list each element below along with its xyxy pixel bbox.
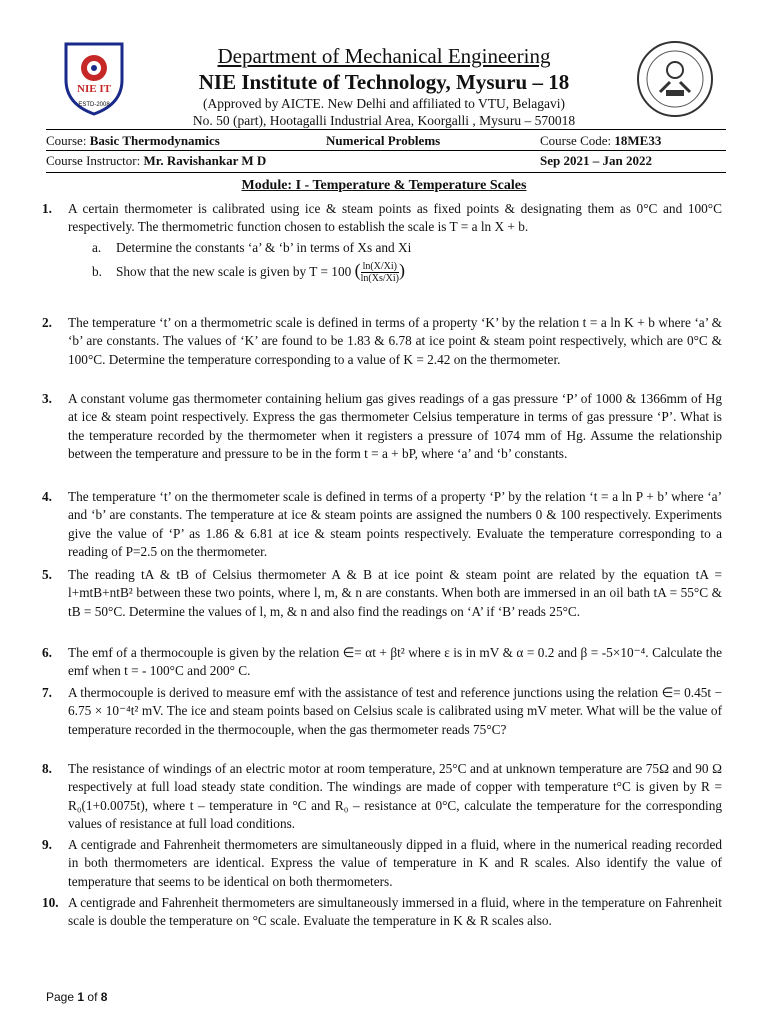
question-5: 5. The reading tA & tB of Celsius thermometer A & B at ice point & steam point are related by the equation tA = l+mtB+ntB² between these two points, where l, m, & n are constants. When both are immersed in an oil bath tA = 55°C & tB = 50°C. Determine the values of l, m, & n and also find the readings on ‘A’ if ‘B’ reads 25°C. — [68, 566, 722, 621]
question-3: 3. A constant volume gas thermometer containing helium gas gives readings of a gas pressure ‘P’ of 1000 & 1366mm of Hg at ice & steam point respectively. Express the gas thermometer Celsius temperature in terms of gas pressure ‘P’. What is the temperature recorded by the thermometer when it registers a pressure of 1074 mm of Hg. Assume the relationship between the temperature and pressure to be in the form t = a + bP, where ‘a’ and ‘b’ constants. — [68, 390, 722, 464]
worksheet-type: Numerical Problems — [326, 133, 441, 148]
institute-name: NIE Institute of Technology, Mysuru – 18 — [198, 70, 570, 94]
page-footer: Page 1 of 8 — [46, 990, 108, 1004]
question-8: 8. The resistance of windings of an electric motor at room temperature, 25°C and at unknown temperature are 75Ω and 90 Ω respectively at full load steady state condition. The windings are made of copper with temperature t°C is given by R = R₀(1+0.0075t), where t – temperature in °C and R₀ – resistance at 0°C, calculate the temperature for the corresponding values of resistance at full load conditions. — [68, 760, 722, 834]
subquestion-b: b. Show that the new scale is given by T = 100 ( $\frac{\ln(X/Xi)}{\ln(Xs/Xi)}$ ) — [92, 259, 406, 285]
divider — [46, 150, 726, 151]
question-text: A constant volume gas thermometer containing helium gas gives readings of a gas pressure ‘P’ of 1000 & 1366mm of Hg at ice & steam point respectively. Express the gas thermometer Celsius temperature in terms of gas pressure ‘P’. What is the temperature recorded by the thermometer when it registers a pressure of 1074 mm of Hg. Assume the relationship between the temperature and pressure to be in the form t = a + bP, where ‘a’ and ‘b’ constants. — [68, 391, 722, 462]
academic-term: Sep 2021 – Jan 2022 — [540, 153, 652, 168]
approval-text: (Approved by AICTE. New Delhi and affiliated to VTU, Belagavi) — [202, 96, 566, 111]
fraction: $\frac{\ln(X/Xi)}{\ln(Xs/Xi)}$ — [360, 261, 399, 285]
question-6: 6. The emf of a thermocouple is given by the relation ∈= αt + βt² where ε is in mV & α = 0.2 and β = -5×10⁻⁴. Calculate the emf when t = - 100°C and 200° C. — [68, 644, 722, 681]
question-text: A certain thermometer is calibrated using ice & steam points as fixed points & designating them as 0°C and 100°C respectively. The thermometric function chosen to establish the scale is T = a ln X + b. — [68, 201, 722, 235]
course-label: Course: Basic Thermodynamics — [46, 133, 220, 148]
question-4: 4. The temperature ‘t’ on the thermometer scale is defined in terms of a property ‘P’ by the relation ‘t = a ln P + b’ where ‘a’ and ‘b’ are constants. The temperature at ice & steam points are assigned the numbers 0 & 100 respectively. Experiments give the value of ‘P’ as 1.86 & 6.81 at ice & steam points respectively. Evaluate the temperature corresponding to a reading of P=2.5 on the thermometer. — [68, 488, 722, 562]
question-text: The temperature ‘t’ on a thermometric scale is defined in terms of a property ‘K’ by the relation t = a ln K + b where ‘a’ & ‘b’ are constants. The values of ‘K’ are found to be 1.83 & 6.78 at ice point & steam point respectively, which are 0°C & 100°C. Determine the temperature corresponding to a value of K = 2.42 on the thermometer. — [68, 315, 722, 367]
question-text: The emf of a thermocouple is given by the relation ∈= αt + βt² where ε is in mV & α = 0.2 and β = -5×10⁻⁴. Calculate the emf when t = - 100°C and 200° C. — [68, 645, 722, 679]
question-text: The reading tA & tB of Celsius thermometer A & B at ice point & steam point are related by the equation tA = l+mtB+ntB² between these two points, where l, m, & n are constants. When both are immersed in an oil bath tA = 55°C & tB = 50°C. Determine the values of l, m, & n and also find the readings on ‘A’ if ‘B’ reads 25°C. — [68, 567, 722, 619]
module-title: Module: I - Temperature & Temperature Scales — [241, 178, 527, 193]
question-text: A centigrade and Fahrenheit thermometers are simultaneously immersed in a fluid, where in the temperature on Fahrenheit scale is double the temperature on °C scale. Evaluate the temperature in K & R scales also. — [68, 895, 722, 929]
divider — [46, 129, 726, 130]
address-text: No. 50 (part), Hootagalli Industrial Area, Koorgalli , Mysuru – 570018 — [192, 113, 576, 128]
question-1 — [42, 200, 722, 285]
department-name: Department of Mechanical Engineering — [217, 44, 551, 68]
question-7: 7. A thermocouple is derived to measure emf with the assistance of test and reference junctions using the relation ∈= 0.45t − 6.75 × 10⁻⁴t² mV. The ice and steam points based on Celsius scale is calibrated using mV meter. What will be the value of temperature recorded in the thermocouple, when the gas thermometer reads 75°C? — [68, 684, 722, 739]
svg-text:ESTD-2008: ESTD-2008 — [78, 102, 110, 108]
question-text: A centigrade and Fahrenheit thermometers are simultaneously dipped in a fluid, where in the numerical reading recorded in both thermometers are identical. Express the value of temperature in K and R scales. Also identify the value of temperature that seems to be identical on both thermometers. — [68, 837, 722, 889]
question-2: 2. The temperature ‘t’ on a thermometric scale is defined in terms of a property ‘K’ by the relation t = a ln K + b where ‘a’ & ‘b’ are constants. The values of ‘K’ are found to be 1.83 & 6.78 at ice point & steam point respectively, which are 0°C & 100°C. Determine the temperature corresponding to a value of K = 2.42 on the thermometer. — [68, 314, 722, 369]
instructor: Course Instructor: Mr. Ravishankar M D — [46, 153, 267, 168]
course-code: Course Code: 18ME33 — [540, 133, 662, 148]
divider — [46, 172, 726, 173]
question-9: 9. A centigrade and Fahrenheit thermometers are simultaneously dipped in a fluid, where in the numerical reading recorded in both thermometers are identical. Express the value of temperature in K and R scales. Also identify the value of temperature that seems to be identical on both thermometers. — [68, 836, 722, 891]
question-text: The resistance of windings of an electric motor at room temperature, 25°C and at unknown temperature are 75Ω and 90 Ω respectively at full load steady state condition. The windings are made of copper with temperature t°C is given by R = R₀(1+0.0075t), where t – temperature in °C and R₀ – resistance at 0°C, calculate the temperature for the corresponding values of resistance at full load conditions. — [68, 761, 722, 832]
question-text: A thermocouple is derived to measure emf with the assistance of test and reference junctions using the relation ∈= 0.45t − 6.75 × 10⁻⁴t² mV. The ice and steam points based on Celsius scale is calibrated using mV meter. What will be the value of temperature recorded in the thermocouple, when the gas thermometer reads 75°C? — [68, 685, 722, 737]
subquestion-a: a. Determine the constants ‘a’ & ‘b’ in terms of Xs and Xi — [92, 239, 412, 255]
svg-text:NIE IT: NIE IT — [77, 83, 111, 95]
question-10: 10. A centigrade and Fahrenheit thermometers are simultaneously immersed in a fluid, where in the temperature on Fahrenheit scale is double the temperature on °C scale. Evaluate the temperature in K & R scales also. — [68, 894, 722, 931]
question-text: The temperature ‘t’ on the thermometer scale is defined in terms of a property ‘P’ by the relation ‘t = a ln P + b’ where ‘a’ and ‘b’ are constants. The temperature at ice & steam points are assigned the numbers 0 & 100 respectively. Experiments give the value of ‘P’ as 1.86 & 6.81 at ice & steam points respectively. Evaluate the temperature corresponding to a reading of P=2.5 on the thermometer. — [68, 489, 722, 560]
question-number: 1. — [42, 201, 52, 216]
letterhead — [0, 44, 768, 129]
